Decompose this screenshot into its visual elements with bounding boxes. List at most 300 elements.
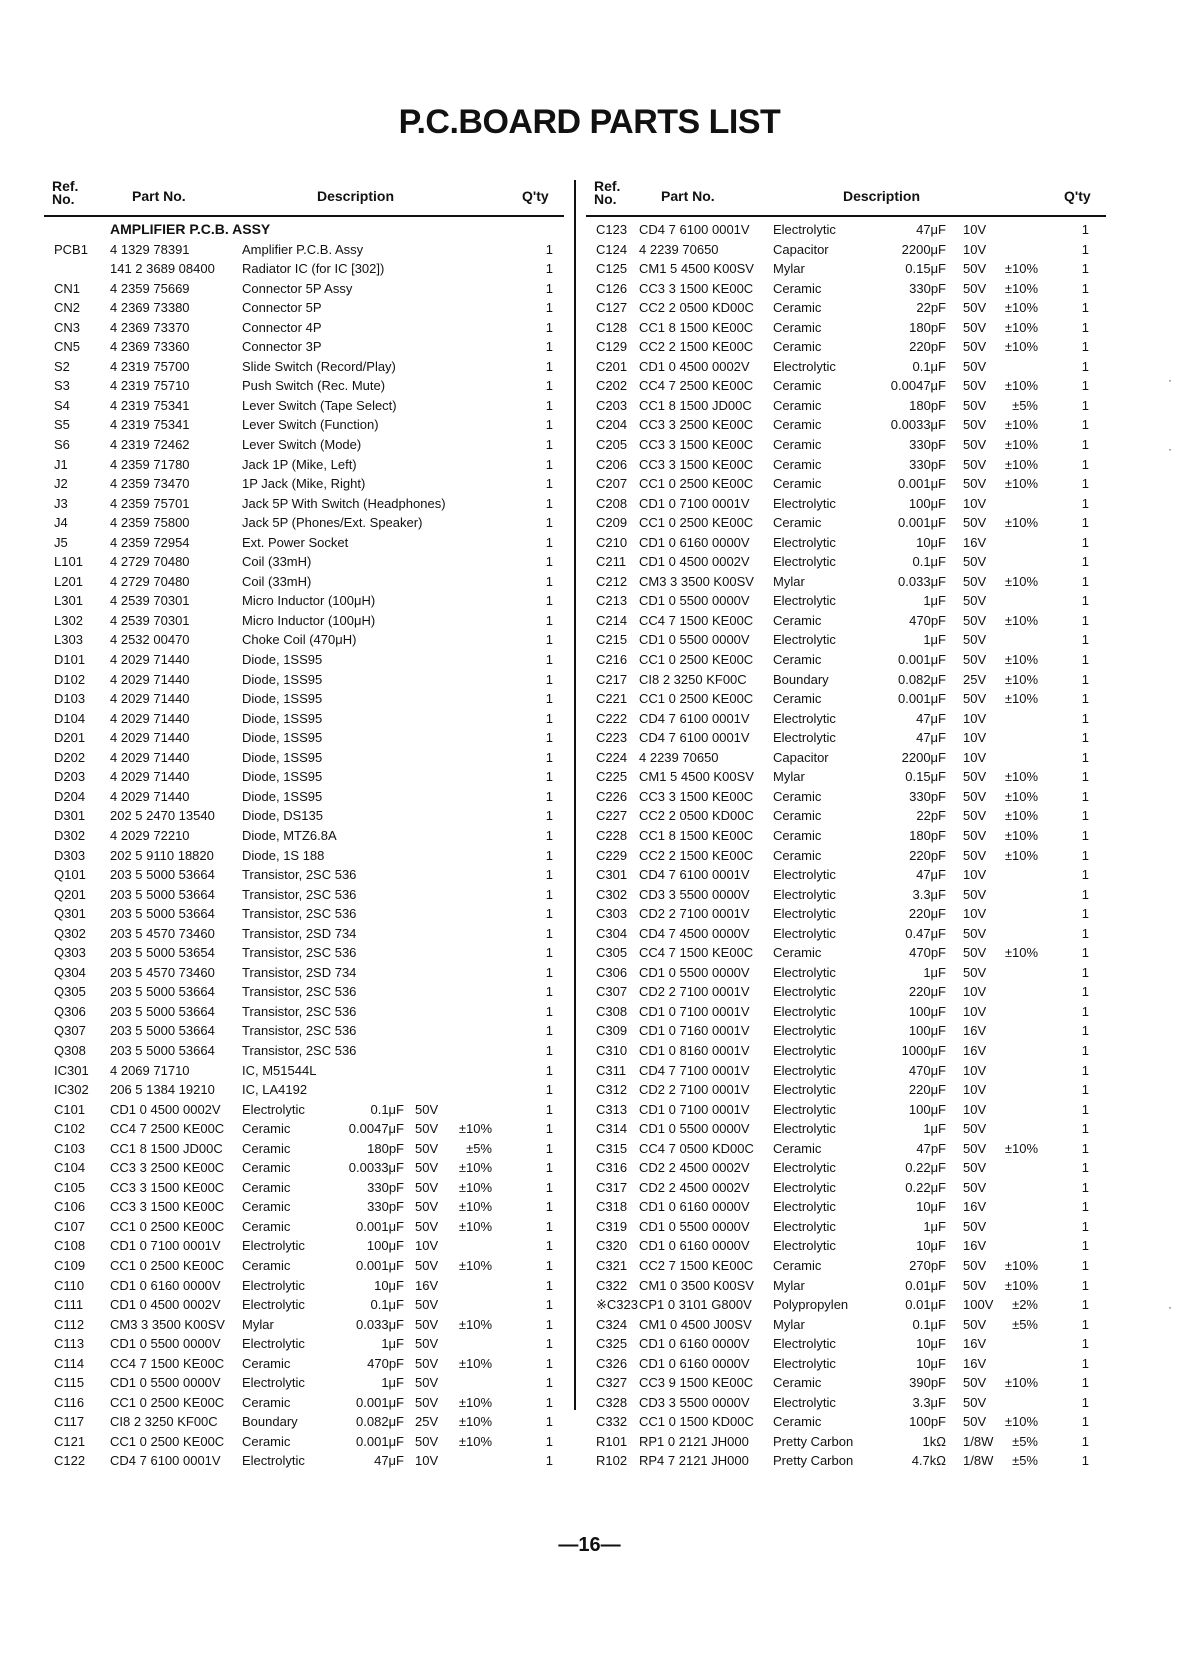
- cell-tol: ±10%: [1004, 808, 1038, 824]
- cell-desc: Ceramic: [242, 1433, 291, 1449]
- cell-qty: 1: [1081, 730, 1089, 746]
- cell-ref: C108: [54, 1238, 86, 1254]
- cell-volt: 10V: [963, 906, 987, 922]
- cell-desc: Electrolytic: [773, 1238, 836, 1254]
- cell-part: 141 2 3689 08400: [110, 261, 215, 277]
- table-row: [586, 591, 1106, 611]
- cell-volt: 50V: [963, 437, 987, 453]
- cell-qty: 1: [545, 847, 553, 863]
- cell-qty: 1: [545, 1101, 553, 1117]
- cell-volt: 50V: [963, 573, 987, 589]
- cell-part: 4 2029 71440: [110, 730, 190, 746]
- table-row: [586, 924, 1106, 944]
- cell-desc: Electrolytic: [773, 222, 836, 237]
- cell-volt: 10V: [963, 222, 987, 237]
- cell-volt: 50V: [415, 1336, 439, 1352]
- cell-qty: 1: [1081, 476, 1089, 492]
- cell-desc: Electrolytic: [773, 925, 836, 941]
- cell-ref: C313: [596, 1101, 628, 1117]
- cell-part: CC1 0 2500 KE00C: [639, 476, 754, 492]
- cell-part: CM3 3 3500 K00SV: [639, 573, 754, 589]
- cell-val: 220pF: [909, 847, 946, 863]
- cell-qty: 1: [1081, 1394, 1089, 1410]
- cell-part: CC4 7 2500 KE00C: [639, 378, 754, 394]
- cell-ref: C310: [596, 1042, 628, 1058]
- table-row: [586, 1412, 1106, 1432]
- cell-part: CM1 0 4500 J00SV: [639, 1316, 752, 1332]
- cell-qty: 1: [545, 1199, 553, 1215]
- cell-part: CC1 8 1500 JD00C: [110, 1140, 223, 1156]
- cell-desc: Diode, MTZ6.8A: [242, 827, 337, 843]
- cell-desc: Micro Inductor (100μH): [242, 612, 376, 628]
- cell-volt: 50V: [963, 280, 987, 296]
- cell-qty: 1: [545, 476, 553, 492]
- cell-qty: 1: [545, 1121, 553, 1137]
- cell-qty: 1: [545, 437, 553, 453]
- cell-desc: Transistor, 2SC 536: [242, 984, 357, 1000]
- cell-volt: 50V: [963, 417, 987, 433]
- cell-ref: C318: [596, 1199, 628, 1215]
- cell-part: CC4 7 1500 KE00C: [639, 612, 754, 628]
- cell-val: 0.01μF: [905, 1297, 946, 1313]
- table-row: [44, 533, 564, 553]
- table-header: [586, 176, 1106, 214]
- cell-ref: C325: [596, 1336, 628, 1352]
- cell-desc: Ceramic: [773, 280, 822, 296]
- cell-desc: Electrolytic: [773, 730, 836, 746]
- cell-qty: 1: [545, 495, 553, 511]
- cell-tol: ±10%: [1004, 1277, 1038, 1293]
- cell-volt: 50V: [415, 1297, 439, 1313]
- cell-volt: 50V: [963, 847, 987, 863]
- cell-part: CC3 3 1500 KE00C: [110, 1179, 225, 1195]
- cell-qty: 1: [545, 1394, 553, 1410]
- cell-qty: 1: [545, 827, 553, 843]
- table-row: [44, 474, 564, 494]
- cell-part: CC4 7 1500 KE00C: [110, 1355, 225, 1371]
- cell-part: CM1 5 4500 K00SV: [639, 769, 754, 785]
- cell-tol: ±10%: [1004, 573, 1038, 589]
- cell-desc: Ceramic: [773, 515, 822, 531]
- cell-val: 47μF: [374, 1453, 404, 1469]
- cell-qty: 1: [545, 1003, 553, 1019]
- cell-ref: D302: [54, 827, 86, 843]
- cell-val: 330pF: [367, 1199, 404, 1215]
- cell-desc: Jack 5P With Switch (Headphones): [242, 495, 446, 511]
- cell-tol: ±10%: [1004, 827, 1038, 843]
- table-row: [44, 337, 564, 357]
- table-row: [44, 1041, 564, 1061]
- table-row: [586, 1119, 1106, 1139]
- cell-val: 180pF: [367, 1140, 404, 1156]
- cell-part: CD3 3 5500 0000V: [639, 886, 750, 902]
- table-row: [44, 670, 564, 690]
- header-qty: Q'ty: [522, 188, 549, 204]
- cell-part: CC2 7 1500 KE00C: [639, 1257, 754, 1273]
- cell-qty: 1: [1081, 515, 1089, 531]
- header-rule: [44, 215, 564, 217]
- table-row: [44, 1236, 564, 1256]
- cell-qty: 1: [1081, 1023, 1089, 1039]
- cell-qty: 1: [1081, 671, 1089, 687]
- cell-ref: J1: [54, 456, 68, 472]
- cell-tol: ±5%: [466, 1140, 492, 1156]
- table-row: [586, 1041, 1106, 1061]
- cell-desc: Diode, 1S 188: [242, 847, 325, 863]
- cell-ref: CN1: [54, 280, 81, 296]
- cell-ref: C328: [596, 1394, 628, 1410]
- cell-volt: 50V: [963, 691, 987, 707]
- cell-desc: Radiator IC (for IC [302]): [242, 261, 385, 277]
- cell-qty: 1: [1081, 1433, 1089, 1449]
- cell-volt: 50V: [963, 612, 987, 628]
- cell-ref: Q101: [54, 867, 86, 883]
- cell-part: 4 2729 70480: [110, 573, 190, 589]
- cell-ref: C122: [54, 1453, 86, 1469]
- cell-tol: ±10%: [458, 1199, 492, 1215]
- cell-desc: Mylar: [773, 1316, 805, 1332]
- cell-volt: 16V: [963, 1238, 987, 1254]
- cell-val: 22pF: [916, 808, 946, 824]
- cell-ref: C227: [596, 808, 628, 824]
- cell-qty: 1: [1081, 847, 1089, 863]
- cell-desc: Connector 5P Assy: [242, 280, 353, 296]
- cell-tol: ±10%: [1004, 847, 1038, 863]
- cell-ref: C221: [596, 691, 628, 707]
- cell-qty: 1: [1081, 241, 1089, 257]
- cell-qty: 1: [545, 984, 553, 1000]
- table-row: [586, 318, 1106, 338]
- table-row: [586, 1432, 1106, 1452]
- cell-part: 4 2319 72462: [110, 437, 190, 453]
- cell-qty: 1: [1081, 906, 1089, 922]
- cell-ref: C211: [596, 554, 627, 570]
- table-row: [44, 806, 564, 826]
- cell-part: CD4 7 6100 0001V: [639, 730, 750, 746]
- cell-tol: ±10%: [1004, 261, 1038, 277]
- cell-ref: C312: [596, 1082, 628, 1098]
- cell-volt: 10V: [963, 1082, 987, 1098]
- cell-tol: ±10%: [458, 1218, 492, 1234]
- cell-part: CD4 7 6100 0001V: [639, 222, 750, 237]
- cell-volt: 50V: [963, 1277, 987, 1293]
- table-row: [44, 415, 564, 435]
- cell-volt: 50V: [963, 300, 987, 316]
- cell-qty: 1: [1081, 808, 1089, 824]
- cell-ref: C203: [596, 397, 628, 413]
- cell-volt: 50V: [963, 397, 987, 413]
- cell-qty: 1: [545, 867, 553, 883]
- cell-desc: Pretty Carbon: [773, 1453, 854, 1469]
- cell-desc: Coil (33mH): [242, 554, 312, 570]
- scan-mark: ·: [1168, 1300, 1172, 1314]
- cell-desc: Ceramic: [773, 456, 822, 472]
- cell-val: 0.033μF: [356, 1316, 404, 1332]
- table-row: [44, 435, 564, 455]
- cell-desc: Diode, 1SS95: [242, 749, 323, 765]
- rows-left: [44, 220, 564, 1471]
- cell-volt: 50V: [415, 1101, 439, 1117]
- cell-val: 0.001μF: [898, 652, 946, 668]
- cell-ref: Q307: [54, 1023, 86, 1039]
- cell-ref: C214: [596, 612, 628, 628]
- table-row: [586, 415, 1106, 435]
- cell-desc: Transistor, 2SC 536: [242, 886, 357, 902]
- cell-qty: 1: [545, 1277, 553, 1293]
- table-row: [44, 1061, 564, 1081]
- cell-volt: 50V: [963, 476, 987, 492]
- cell-tol: ±5%: [1012, 1316, 1038, 1332]
- cell-val: 47μF: [916, 710, 946, 726]
- cell-desc: Transistor, 2SC 536: [242, 1003, 357, 1019]
- cell-qty: 1: [1081, 612, 1089, 628]
- table-row: [44, 709, 564, 729]
- cell-qty: 1: [1081, 1238, 1089, 1254]
- cell-qty: 1: [1081, 1042, 1089, 1058]
- cell-val: 1μF: [381, 1375, 404, 1391]
- cell-val: 10μF: [916, 534, 946, 550]
- cell-part: CD1 0 8160 0001V: [639, 1042, 750, 1058]
- cell-part: CC3 3 1500 KE00C: [639, 437, 754, 453]
- cell-volt: 16V: [963, 1199, 987, 1215]
- cell-desc: 1P Jack (Mike, Right): [242, 476, 366, 492]
- cell-val: 4.7kΩ: [911, 1453, 946, 1469]
- cell-volt: 50V: [963, 632, 987, 648]
- cell-qty: 1: [545, 534, 553, 550]
- cell-part: 4 2369 73380: [110, 300, 190, 316]
- cell-desc: Ceramic: [242, 1140, 291, 1156]
- table-row: [44, 1451, 564, 1471]
- cell-volt: 50V: [415, 1257, 439, 1273]
- cell-volt: 10V: [963, 495, 987, 511]
- cell-part: 4 2029 72210: [110, 827, 190, 843]
- cell-part: 4 2029 71440: [110, 749, 190, 765]
- table-row: [586, 572, 1106, 592]
- cell-part: 4 2359 73470: [110, 476, 190, 492]
- cell-part: CD1 0 5500 0000V: [639, 593, 750, 609]
- cell-tol: ±10%: [458, 1394, 492, 1410]
- cell-volt: 16V: [963, 1336, 987, 1352]
- table-row: [586, 259, 1106, 279]
- cell-qty: 1: [545, 788, 553, 804]
- cell-qty: 1: [545, 710, 553, 726]
- cell-qty: 1: [1081, 652, 1089, 668]
- cell-desc: Lever Switch (Mode): [242, 437, 362, 453]
- table-row: [586, 513, 1106, 533]
- cell-desc: Electrolytic: [773, 358, 836, 374]
- cell-val: 0.0033μF: [348, 1160, 404, 1176]
- cell-ref: D201: [54, 730, 86, 746]
- cell-part: 4 2239 70650: [639, 749, 719, 765]
- table-row: [586, 1197, 1106, 1217]
- table-row: [586, 1315, 1106, 1335]
- cell-desc: Electrolytic: [242, 1101, 305, 1117]
- table-row: [44, 943, 564, 963]
- cell-part: CC1 0 2500 KE00C: [110, 1257, 225, 1273]
- cell-val: 470μF: [908, 1062, 946, 1078]
- cell-desc: Ceramic: [773, 691, 822, 707]
- cell-part: CM3 3 3500 K00SV: [110, 1316, 225, 1332]
- cell-part: CC2 2 1500 KE00C: [639, 339, 754, 355]
- cell-desc: Boundary: [242, 1414, 298, 1430]
- cell-part: 4 2729 70480: [110, 554, 190, 570]
- cell-volt: 50V: [963, 1160, 987, 1176]
- column-divider: [574, 180, 576, 1410]
- table-row: [44, 1197, 564, 1217]
- cell-tol: ±10%: [1004, 319, 1038, 335]
- cell-part: 4 2359 72954: [110, 534, 190, 550]
- table-header: [44, 176, 564, 214]
- cell-part: 203 5 5000 53654: [110, 945, 215, 961]
- cell-part: RP4 7 2121 JH000: [639, 1453, 749, 1469]
- cell-desc: Lever Switch (Tape Select): [242, 397, 397, 413]
- cell-desc: Electrolytic: [773, 867, 836, 883]
- cell-desc: Electrolytic: [773, 1101, 836, 1117]
- cell-ref: C125: [596, 261, 628, 277]
- section-heading: [44, 220, 564, 240]
- cell-desc: Jack 1P (Mike, Left): [242, 456, 357, 472]
- cell-part: CC3 3 1500 KE00C: [639, 456, 754, 472]
- cell-ref: D102: [54, 671, 86, 687]
- cell-part: 202 5 2470 13540: [110, 808, 215, 824]
- cell-part: CC3 3 2500 KE00C: [639, 417, 754, 433]
- table-row: [44, 1100, 564, 1120]
- cell-ref: C121: [54, 1433, 86, 1449]
- cell-part: 203 5 5000 53664: [110, 886, 215, 902]
- cell-val: 390pF: [909, 1375, 946, 1391]
- cell-qty: 1: [545, 1042, 553, 1058]
- table-row: [44, 298, 564, 318]
- header-description: Description: [317, 188, 395, 204]
- cell-desc: Ceramic: [773, 378, 822, 394]
- cell-ref: L101: [54, 554, 83, 570]
- cell-qty: 1: [1081, 691, 1089, 707]
- table-row: [586, 1002, 1106, 1022]
- cell-volt: 50V: [963, 1121, 987, 1137]
- cell-tol: ±5%: [1012, 1453, 1038, 1469]
- table-row: [44, 552, 564, 572]
- cell-part: 4 2319 75710: [110, 378, 190, 394]
- cell-desc: Ceramic: [773, 788, 822, 804]
- cell-tol: ±10%: [1004, 280, 1038, 296]
- cell-ref: C306: [596, 964, 628, 980]
- table-row: [44, 1217, 564, 1237]
- cell-desc: Push Switch (Rec. Mute): [242, 378, 386, 394]
- cell-qty: 1: [545, 1218, 553, 1234]
- table-row: [44, 1080, 564, 1100]
- cell-part: 202 5 9110 18820: [110, 847, 214, 863]
- cell-ref: J4: [54, 515, 68, 531]
- cell-qty: 1: [545, 1414, 553, 1430]
- table-row: [586, 787, 1106, 807]
- cell-ref: C302: [596, 886, 628, 902]
- table-row: [44, 1393, 564, 1413]
- cell-qty: 1: [545, 925, 553, 941]
- table-row: [44, 1119, 564, 1139]
- cell-qty: 1: [545, 339, 553, 355]
- cell-desc: Polypropylen: [773, 1297, 849, 1313]
- cell-ref: CN5: [54, 339, 81, 355]
- cell-desc: Transistor, 2SC 536: [242, 1023, 357, 1039]
- cell-tol: ±10%: [458, 1160, 492, 1176]
- cell-part: CD3 3 5500 0000V: [639, 1394, 750, 1410]
- cell-part: CC1 0 2500 KE00C: [639, 652, 754, 668]
- cell-ref: C326: [596, 1355, 628, 1371]
- cell-volt: 16V: [963, 1023, 987, 1039]
- table-row: [44, 1412, 564, 1432]
- cell-ref: PCB1: [54, 241, 88, 257]
- cell-part: CD1 0 5500 0000V: [110, 1336, 221, 1352]
- cell-val: 470pF: [909, 945, 946, 961]
- cell-qty: 1: [1081, 358, 1089, 374]
- cell-qty: 1: [545, 280, 553, 296]
- cell-part: CD1 0 7100 0001V: [639, 1003, 750, 1019]
- table-row: [44, 259, 564, 279]
- cell-ref: C109: [54, 1257, 86, 1273]
- cell-part: AMPLIFIER P.C.B. ASSY: [110, 221, 271, 237]
- table-row: [44, 963, 564, 983]
- cell-qty: 1: [545, 1433, 553, 1449]
- table-row: [586, 767, 1106, 787]
- cell-val: 3.3μF: [912, 1394, 946, 1410]
- cell-desc: Electrolytic: [773, 1336, 836, 1352]
- cell-qty: 1: [1081, 1355, 1089, 1371]
- cell-ref: Q201: [54, 886, 86, 902]
- cell-desc: Electrolytic: [773, 1179, 836, 1195]
- cell-ref: C223: [596, 730, 628, 746]
- cell-qty: 1: [545, 261, 553, 277]
- cell-volt: 50V: [963, 1140, 987, 1156]
- cell-volt: 16V: [963, 1042, 987, 1058]
- cell-ref: C209: [596, 515, 628, 531]
- cell-ref: C301: [596, 867, 628, 883]
- cell-tol: ±10%: [1004, 300, 1038, 316]
- cell-desc: Diode, DS135: [242, 808, 323, 824]
- cell-part: 4 2359 75800: [110, 515, 190, 531]
- cell-volt: 1/8W: [963, 1433, 994, 1449]
- cell-qty: 1: [1081, 1453, 1089, 1469]
- cell-part: CM1 5 4500 K00SV: [639, 261, 754, 277]
- cell-part: 203 5 5000 53664: [110, 906, 215, 922]
- table-row: [44, 513, 564, 533]
- cell-ref: C210: [596, 534, 628, 550]
- cell-qty: 1: [545, 593, 553, 609]
- cell-val: 47pF: [916, 1140, 946, 1156]
- table-row: [44, 1373, 564, 1393]
- cell-val: 0.01μF: [905, 1277, 946, 1293]
- table-row: [44, 494, 564, 514]
- cell-part: CD1 0 5500 0000V: [639, 964, 750, 980]
- cell-qty: 1: [1081, 1257, 1089, 1273]
- cell-val: 330pF: [367, 1179, 404, 1195]
- cell-part: CI8 2 3250 KF00C: [639, 671, 747, 687]
- table-row: [586, 826, 1106, 846]
- cell-desc: Electrolytic: [773, 984, 836, 1000]
- cell-qty: 1: [545, 573, 553, 589]
- cell-part: 4 2239 70650: [639, 241, 719, 257]
- cell-desc: Ceramic: [773, 945, 822, 961]
- cell-ref: C324: [596, 1316, 628, 1332]
- cell-qty: 1: [1081, 534, 1089, 550]
- cell-tol: ±10%: [1004, 769, 1038, 785]
- cell-qty: 1: [545, 808, 553, 824]
- cell-ref: C320: [596, 1238, 628, 1254]
- cell-volt: 50V: [415, 1179, 439, 1195]
- cell-ref: L302: [54, 612, 83, 628]
- cell-desc: IC, LA4192: [242, 1082, 308, 1098]
- cell-ref: CN2: [54, 300, 81, 316]
- cell-part: 203 5 5000 53664: [110, 1042, 215, 1058]
